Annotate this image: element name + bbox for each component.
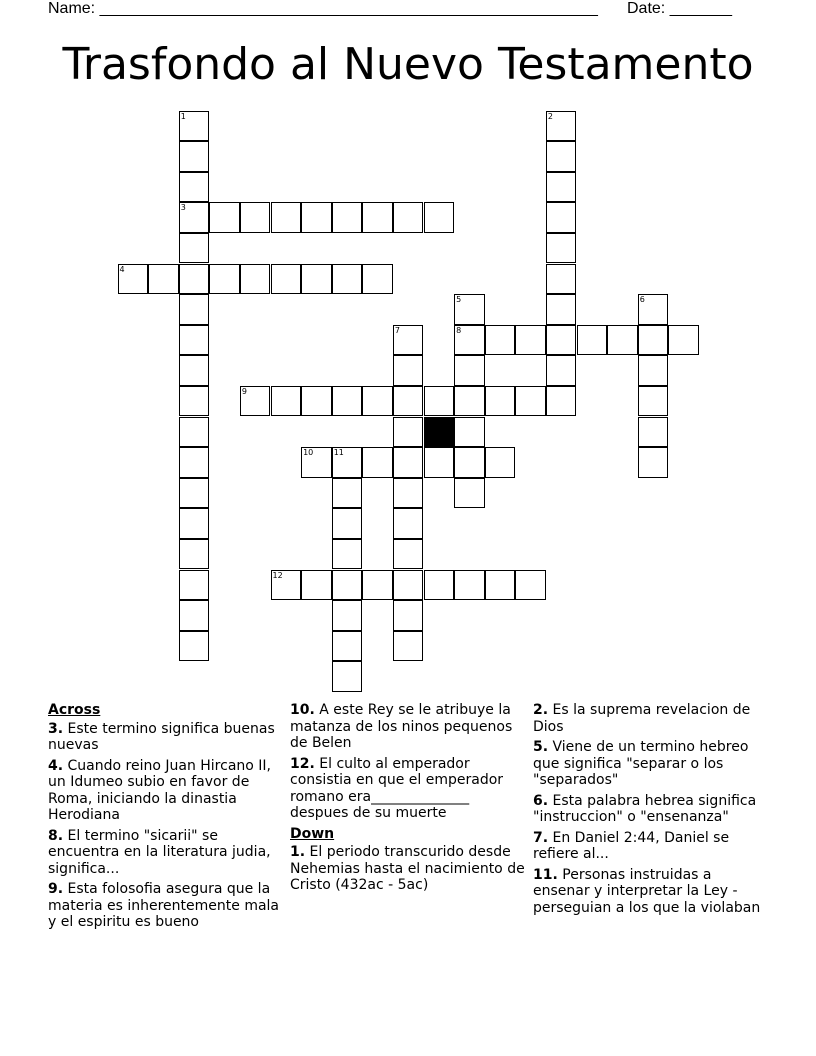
grid-cell[interactable] — [485, 386, 516, 417]
grid-clue-number: 9 — [241, 386, 247, 396]
grid-clue-number: 5 — [456, 295, 462, 305]
clue-number: 1. — [290, 844, 306, 860]
grid-cell[interactable] — [454, 355, 485, 386]
grid-clue-number: 4 — [119, 264, 125, 274]
clue-down-2 — [533, 702, 769, 735]
grid-cell[interactable] — [271, 386, 302, 417]
grid-clue-number: 3 — [180, 203, 186, 213]
grid-cell[interactable] — [179, 141, 210, 172]
grid-cell[interactable] — [332, 570, 363, 601]
grid-cell[interactable] — [485, 325, 516, 356]
grid-cell[interactable] — [179, 539, 210, 570]
grid-cell[interactable] — [332, 600, 363, 631]
clue-text: A este Rey se le atribuye la matanza de los ninos pequenos de Belen — [290, 702, 513, 751]
grid-cell[interactable] — [179, 508, 210, 539]
clue-number: 2. — [533, 702, 549, 718]
grid-cell[interactable] — [179, 355, 210, 386]
clue-down-7 — [533, 830, 769, 863]
clue-number: 11. — [533, 866, 558, 883]
clue-number: 5. — [533, 739, 549, 755]
clues-column-1 — [48, 702, 284, 935]
grid-clue-number: 8 — [456, 325, 462, 335]
grid-cell[interactable] — [393, 478, 424, 509]
grid-cell[interactable] — [515, 386, 546, 417]
grid-cell[interactable] — [362, 570, 393, 601]
grid-cell[interactable] — [577, 325, 608, 356]
clue-across-4 — [48, 758, 284, 824]
grid-cell[interactable] — [393, 570, 424, 601]
name-field-label[interactable]: Name: ________________________________________________________ — [48, 0, 598, 17]
grid-cell[interactable] — [362, 264, 393, 295]
grid-cell[interactable] — [393, 600, 424, 631]
clue-number: 4. — [48, 757, 64, 774]
grid-clue-number: 7 — [394, 325, 400, 335]
grid-cell[interactable] — [638, 355, 669, 386]
clues-column-2 — [290, 702, 526, 898]
grid-cell[interactable] — [209, 264, 240, 295]
grid-cell[interactable] — [393, 202, 424, 233]
clue-down-5 — [533, 739, 769, 789]
grid-cell[interactable] — [179, 478, 210, 509]
clue-number: 9. — [48, 881, 64, 897]
grid-cell[interactable] — [332, 661, 363, 692]
grid-cell[interactable] — [301, 202, 332, 233]
grid-cell[interactable] — [148, 264, 179, 295]
grid-cell[interactable] — [424, 570, 455, 601]
clue-text: El culto al emperador consistia en que el emperador romano era______________ despues de su muerte — [290, 755, 504, 821]
grid-cell[interactable] — [638, 325, 669, 356]
grid-cell[interactable] — [393, 386, 424, 417]
clue-text: El periodo transcurido desde Nehemias hasta el nacimiento de Cristo (432ac - 5ac) — [290, 844, 525, 893]
grid-cell[interactable] — [546, 325, 577, 356]
clue-text: Viene de un termino hebreo que significa "separar o los "separados" — [533, 739, 749, 788]
grid-cell[interactable] — [454, 447, 485, 478]
grid-cell[interactable] — [424, 202, 455, 233]
grid-cell[interactable] — [546, 386, 577, 417]
grid-cell[interactable] — [209, 202, 240, 233]
clue-text: El termino "sicarii" se encuentra en la literatura judia, significa... — [48, 827, 271, 877]
grid-clue-number: 12 — [272, 570, 283, 580]
clue-across-8 — [48, 828, 284, 878]
grid-cell[interactable] — [332, 264, 363, 295]
grid-cell[interactable] — [485, 570, 516, 601]
grid-cell[interactable] — [332, 539, 363, 570]
grid-cell[interactable] — [393, 417, 424, 448]
clue-across-9 — [48, 881, 284, 931]
grid-cell[interactable] — [179, 172, 210, 203]
grid-cell[interactable] — [546, 294, 577, 325]
page-title: Trasfondo al Nuevo Testamento — [62, 39, 754, 90]
grid-cell[interactable] — [485, 447, 516, 478]
grid-cell[interactable] — [240, 264, 271, 295]
clue-text: Esta palabra hebrea significa "instruccion" o "ensenanza" — [533, 792, 757, 825]
grid-cell[interactable] — [393, 539, 424, 570]
grid-cell[interactable] — [362, 202, 393, 233]
grid-clue-number: 10 — [303, 448, 314, 458]
grid-cell[interactable] — [301, 264, 332, 295]
grid-cell[interactable] — [638, 417, 669, 448]
clue-text: Este termino significa buenas nuevas — [48, 720, 275, 753]
grid-cell[interactable] — [179, 447, 210, 478]
grid-cell[interactable] — [393, 631, 424, 662]
grid-cell[interactable] — [546, 233, 577, 264]
grid-cell[interactable] — [332, 386, 363, 417]
grid-cell[interactable] — [179, 631, 210, 662]
grid-cell[interactable] — [179, 386, 210, 417]
grid-cell[interactable] — [424, 447, 455, 478]
grid-clue-number: 1 — [180, 111, 186, 121]
clue-number: 3. — [48, 720, 64, 737]
grid-cell[interactable] — [546, 264, 577, 295]
clue-number: 12. — [290, 755, 315, 772]
clue-across-3 — [48, 721, 284, 754]
grid-cell[interactable] — [424, 386, 455, 417]
clue-across-12 — [290, 756, 526, 822]
grid-cell[interactable] — [546, 355, 577, 386]
grid-cell[interactable] — [454, 478, 485, 509]
down-heading: Down — [290, 825, 335, 842]
clue-number: 8. — [48, 827, 64, 844]
grid-cell[interactable] — [607, 325, 638, 356]
grid-cell[interactable] — [393, 355, 424, 386]
grid-clue-number: 2 — [547, 111, 553, 121]
clue-down-1 — [290, 844, 526, 894]
clue-down-11 — [533, 867, 769, 917]
clues-column-3 — [533, 702, 769, 920]
grid-cell[interactable] — [546, 141, 577, 172]
grid-cell[interactable] — [638, 386, 669, 417]
grid-cell[interactable] — [179, 600, 210, 631]
grid-cell[interactable] — [668, 325, 699, 356]
grid-block — [424, 417, 455, 448]
clue-number: 6. — [533, 792, 549, 809]
grid-clue-number: 11 — [333, 448, 344, 458]
grid-cell[interactable] — [179, 570, 210, 601]
across-heading: Across — [48, 702, 101, 718]
grid-cell[interactable] — [515, 325, 546, 356]
grid-cell[interactable] — [454, 570, 485, 601]
grid-cell[interactable] — [638, 447, 669, 478]
clue-number: 7. — [533, 829, 549, 846]
clue-number: 10. — [290, 702, 315, 718]
grid-cell[interactable] — [454, 386, 485, 417]
grid-cell[interactable] — [271, 264, 302, 295]
grid-cell[interactable] — [454, 417, 485, 448]
grid-cell[interactable] — [240, 202, 271, 233]
grid-cell[interactable] — [332, 631, 363, 662]
grid-cell[interactable] — [179, 325, 210, 356]
grid-cell[interactable] — [332, 202, 363, 233]
grid-cell[interactable] — [362, 386, 393, 417]
grid-cell[interactable] — [362, 447, 393, 478]
grid-cell[interactable] — [301, 570, 332, 601]
grid-cell[interactable] — [393, 447, 424, 478]
grid-cell[interactable] — [546, 172, 577, 203]
grid-clue-number: 6 — [639, 295, 645, 305]
clue-text: Es la suprema revelacion de Dios — [533, 702, 751, 735]
clue-text: Personas instruidas a ensenar y interpretar la Ley - perseguian a los que la violaban — [533, 866, 761, 916]
clue-text: En Daniel 2:44, Daniel se refiere al... — [533, 829, 730, 862]
grid-cell[interactable] — [179, 233, 210, 264]
grid-cell[interactable] — [301, 386, 332, 417]
grid-cell[interactable] — [179, 294, 210, 325]
grid-cell[interactable] — [515, 570, 546, 601]
grid-cell[interactable] — [179, 417, 210, 448]
grid-cell[interactable] — [546, 202, 577, 233]
date-field-label[interactable]: Date: _______ — [627, 0, 732, 17]
grid-cell[interactable] — [393, 508, 424, 539]
grid-cell[interactable] — [179, 264, 210, 295]
clue-across-10 — [290, 702, 526, 752]
clue-text: Esta folosofia asegura que la materia es inherentemente mala y el espiritu es bueno — [48, 881, 279, 930]
clue-down-6 — [533, 793, 769, 826]
grid-cell[interactable] — [332, 478, 363, 509]
grid-cell[interactable] — [332, 508, 363, 539]
grid-cell[interactable] — [271, 202, 302, 233]
clue-text: Cuando reino Juan Hircano II, un Idumeo subio en favor de Roma, iniciando la dinastia Herodiana — [48, 757, 272, 823]
